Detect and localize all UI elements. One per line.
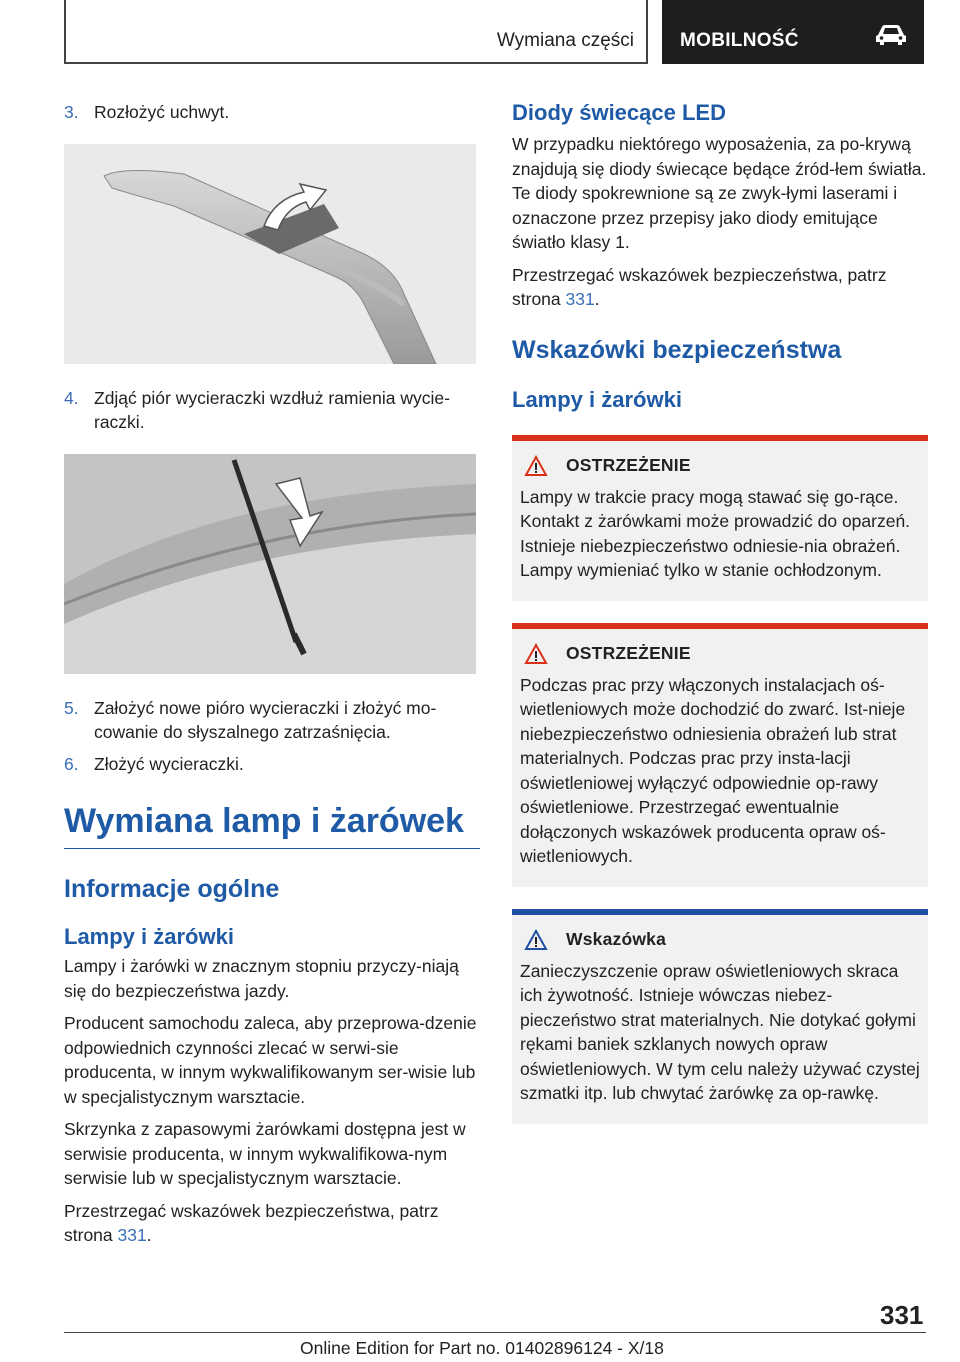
- car-icon: [874, 24, 908, 46]
- warning-text: Lampy w trakcie pracy mogą stawać się go‐rące. Kontakt z żarówkami może prowadzić do oparzeń. Istnieje niebezpieczeństwo odniesie‐nia obrażeń. Lampy wymieniać tylko w stanie ochłodzonym.: [520, 486, 911, 580]
- step-6: [64, 752, 480, 776]
- right-column: [512, 100, 928, 1124]
- section-title: Wymiana części: [496, 30, 634, 51]
- footer-text: Online Edition for Part no. 01402896124 - X/18: [300, 1338, 664, 1358]
- step-number: 5.: [64, 698, 79, 718]
- warning-text: Podczas prac przy włączonych instalacjach oś‐wietleniowych może dochodzić do zwarć. Ist‐nieje niebezpieczeństwo odniesienia obrażeń lub strat materialnych. Podczas prac przy insta‐lacji oświetleniowej wyłączyć odpowiednie op‐rawy oświetleniowe. Przestrzegać ewentualnie dołączonych wskazówek producenta opraw oś‐wietleniowych.: [520, 674, 906, 866]
- warning-triangle-icon: [524, 929, 548, 951]
- warning-box: [512, 435, 928, 601]
- topic-heading: Lampy i żarówki: [64, 924, 234, 949]
- paragraph: Lampy i żarówki w znacznym stopniu przyczy‐niają się do bezpieczeństwa jazdy.: [64, 956, 459, 1001]
- step-text: Założyć nowe pióro wycieraczki i złożyć mo‐cowanie do słyszalnego zatrzaśnięcia.: [94, 698, 437, 742]
- wiper-holder-illustration: [64, 144, 476, 364]
- note-text: Zanieczyszczenie opraw oświetleniowych skraca ich żywotność. Istnieje wówczas niebez‐pieczeństwo strat materialnych. Nie dotykać gołymi rękami baniek szklanych nowych opraw oświetleniowych. W tym celu należy używać czystej szmatki itp. lub chwytać żarówkę za op‐rawkę.: [520, 960, 920, 1103]
- warning-box: [512, 623, 928, 887]
- step-4: [64, 386, 480, 434]
- step-text: Zdjąć piór wycieraczki wzdłuż ramienia wycie‐raczki.: [94, 388, 450, 432]
- step-text: Rozłożyć uchwyt.: [94, 102, 230, 122]
- chapter-tab: [662, 0, 924, 64]
- paragraph-text: Przestrzegać wskazówek bezpieczeństwa, patrz strona: [64, 1200, 439, 1245]
- step-3: [64, 100, 480, 124]
- paragraph: Skrzynka z zapasowymi żarówkami dostępna jest w serwisie producenta, w innym wykwalifikowa‐nym serwisie lub w specjalistycznym warsztacie.: [64, 1119, 466, 1188]
- step-5: [64, 696, 480, 744]
- step-number: 6.: [64, 754, 79, 774]
- paragraph-end: .: [146, 1225, 152, 1245]
- note-title: Wskazówka: [520, 929, 920, 951]
- warning-triangle-icon: [524, 455, 548, 477]
- paragraph: [512, 263, 928, 312]
- page-header: [64, 0, 924, 64]
- safety-heading: Wskazówki bezpieczeństwa: [512, 335, 842, 364]
- topic-heading: Lampy i żarówki: [512, 386, 682, 412]
- warning-triangle-icon: [524, 643, 548, 665]
- chapter-title: MOBILNOŚĆ: [680, 30, 799, 51]
- paragraph: [64, 1199, 480, 1248]
- wiper-removal-illustration: [64, 454, 476, 674]
- section-tab: [64, 0, 648, 64]
- note-box: [512, 909, 928, 1124]
- page-link[interactable]: 331: [117, 1225, 147, 1245]
- page-link[interactable]: 331: [565, 289, 595, 309]
- led-heading: Diody świecące LED: [512, 100, 726, 125]
- paragraph-text: Przestrzegać wskazówek bezpieczeństwa, patrz strona: [512, 264, 887, 309]
- footer-divider: [64, 1332, 926, 1333]
- warning-title: OSTRZEŻENIE: [520, 455, 920, 477]
- section-heading: Wymiana lamp i żarówek: [64, 800, 480, 849]
- step-number: 4.: [64, 388, 79, 408]
- subsection-heading: Informacje ogólne: [64, 875, 280, 903]
- paragraph: W przypadku niektórego wyposażenia, za po‐krywą znajdują się diody świecące będące źród‐łem światła. Te diody spokrewnione są ze zwyk‐łymi laserami i oznaczone przez przepisy jako diody emitujące światło klasy 1.: [512, 134, 927, 252]
- left-column: [64, 100, 480, 1248]
- warning-title: OSTRZEŻENIE: [520, 643, 920, 665]
- step-number: 3.: [64, 102, 79, 122]
- paragraph-end: .: [594, 289, 600, 309]
- step-text: Złożyć wycieraczki.: [94, 754, 244, 774]
- page-number: 331: [880, 1300, 924, 1330]
- paragraph: Producent samochodu zaleca, aby przeprowa‐dzenie odpowiednich czynności zlecać w serwi‐sie producenta, w innym wykwalifikowanym ser‐wisie lub w specjalistycznym warsztacie.: [64, 1013, 477, 1107]
